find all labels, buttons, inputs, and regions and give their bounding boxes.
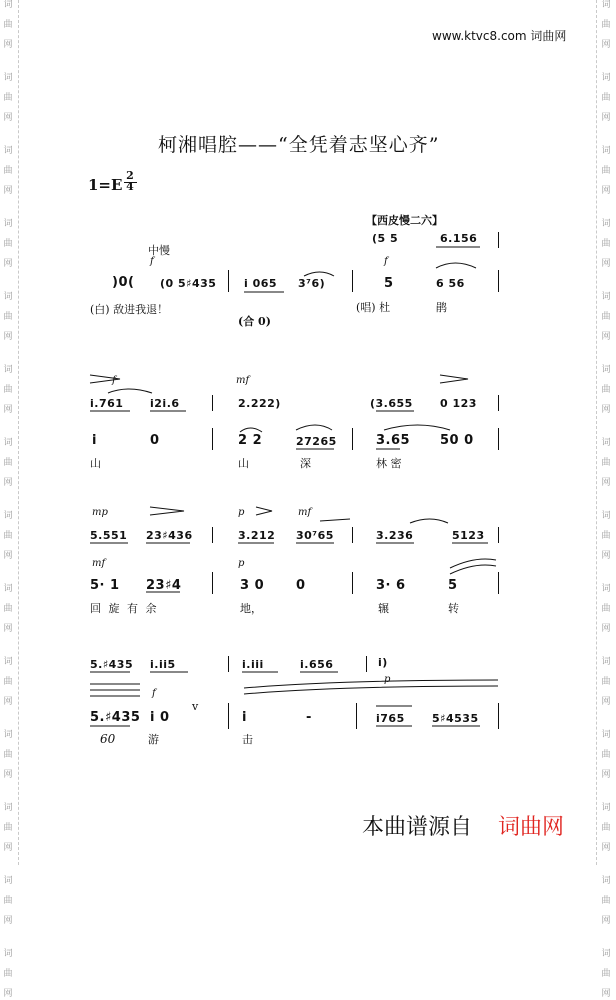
instrumental-note: 6.156 bbox=[440, 232, 478, 245]
instrumental-note: 5123 bbox=[452, 529, 485, 542]
instrumental-note: 3.236 bbox=[376, 529, 414, 542]
voice-note: i bbox=[242, 710, 247, 725]
watermark-char: 曲 bbox=[3, 896, 13, 906]
watermark-char: 曲 bbox=[601, 239, 611, 249]
voice-note: 23♯4 bbox=[146, 578, 182, 593]
watermark-char: 网 bbox=[601, 332, 611, 342]
voice-note: 3.65 bbox=[376, 433, 411, 448]
watermark-char: 曲 bbox=[601, 896, 611, 906]
dynamic-mark: f bbox=[152, 688, 156, 699]
watermark-char: 词 bbox=[3, 438, 13, 448]
voice-note: i bbox=[92, 433, 97, 448]
section-label: 【西皮慢二六】 bbox=[366, 214, 443, 227]
dynamic-mark: p bbox=[238, 558, 245, 569]
watermark-char: 词 bbox=[3, 365, 13, 375]
lyric: 辗 bbox=[378, 602, 389, 615]
watermark-char: 网 bbox=[601, 624, 611, 634]
watermark-char: 曲 bbox=[601, 531, 611, 541]
tempo-mark: 中慢 bbox=[148, 244, 170, 257]
watermark-char: 曲 bbox=[3, 20, 13, 30]
voice-note: 5 bbox=[448, 578, 458, 593]
voice-note: 3 0 bbox=[240, 578, 265, 593]
voice-note: 5 bbox=[384, 276, 394, 291]
watermark-char: 网 bbox=[601, 113, 611, 123]
time-denominator: 4 bbox=[126, 180, 134, 193]
watermark-char: 曲 bbox=[3, 239, 13, 249]
instrumental-note: 5.551 bbox=[90, 529, 128, 542]
watermark-char: 词 bbox=[3, 949, 13, 959]
watermark-char: 词 bbox=[3, 876, 13, 886]
dynamic-mark: mf bbox=[92, 558, 106, 569]
voice-note: 5♯4535 bbox=[432, 712, 479, 725]
instrumental-note: 30⁷65 bbox=[296, 529, 334, 542]
watermark-char: 曲 bbox=[601, 677, 611, 687]
voice-note: 3⁷6) bbox=[298, 277, 326, 290]
watermark-char: 曲 bbox=[3, 604, 13, 614]
lyric: (唱) 杜 bbox=[356, 301, 391, 314]
watermark-char: 词 bbox=[3, 219, 13, 229]
watermark-char: 曲 bbox=[3, 166, 13, 176]
footer-source: 本曲谱源自 bbox=[362, 815, 473, 840]
voice-note: i765 bbox=[376, 712, 405, 725]
watermark-char: 曲 bbox=[3, 385, 13, 395]
instrumental-note: (5 5 bbox=[372, 232, 399, 245]
instrumental-note: i.656 bbox=[300, 658, 334, 671]
watermark-char: 网 bbox=[3, 259, 13, 269]
watermark-char: 网 bbox=[3, 989, 13, 999]
watermark-char: 词 bbox=[3, 730, 13, 740]
key-signature: 1=E bbox=[88, 176, 123, 194]
watermark-char: 曲 bbox=[601, 20, 611, 30]
watermark-char: 曲 bbox=[601, 385, 611, 395]
lyric-ensemble: (合 0) bbox=[238, 315, 271, 328]
instrumental-note: 2.222) bbox=[238, 397, 281, 410]
time-numerator: 2 bbox=[126, 169, 134, 182]
watermark-char: 曲 bbox=[3, 312, 13, 322]
dynamic-mark: f bbox=[150, 256, 154, 267]
watermark-char: 网 bbox=[601, 551, 611, 561]
watermark-char: 网 bbox=[3, 113, 13, 123]
watermark-char: 网 bbox=[3, 478, 13, 488]
watermark-char: 网 bbox=[3, 405, 13, 415]
instrumental-note: 3.212 bbox=[238, 529, 276, 542]
watermark-char: 网 bbox=[3, 843, 13, 853]
watermark-char: 词 bbox=[601, 730, 611, 740]
watermark-char: 词 bbox=[601, 219, 611, 229]
watermark-char: 网 bbox=[601, 478, 611, 488]
watermark-char: 网 bbox=[601, 186, 611, 196]
lyric: 山 bbox=[238, 457, 249, 470]
voice-note: 5.♯435 bbox=[90, 710, 141, 725]
watermark-char: 曲 bbox=[3, 677, 13, 687]
instrumental-note: i.iii bbox=[242, 658, 264, 671]
watermark-char: 网 bbox=[601, 259, 611, 269]
lyric: 地， bbox=[240, 602, 262, 615]
watermark-char: 词 bbox=[601, 146, 611, 156]
watermark-char: 网 bbox=[601, 770, 611, 780]
watermark-char: 网 bbox=[601, 697, 611, 707]
instrumental-note: i) bbox=[378, 656, 388, 669]
watermark-char: 词 bbox=[601, 657, 611, 667]
lyric: 回 旋 有 余 bbox=[90, 602, 159, 615]
watermark-char: 曲 bbox=[3, 969, 13, 979]
lyric: 山 bbox=[90, 457, 101, 470]
watermark-char: 词 bbox=[601, 584, 611, 594]
lyric: 林 密 bbox=[376, 457, 402, 470]
voice-note: 0 bbox=[150, 433, 160, 448]
watermark-char: 网 bbox=[3, 697, 13, 707]
watermark-char: 词 bbox=[601, 365, 611, 375]
watermark-char: 网 bbox=[3, 40, 13, 50]
voice-note: 50 0 bbox=[440, 433, 474, 448]
instrumental-note: i.761 bbox=[90, 397, 124, 410]
watermark-char: 网 bbox=[3, 916, 13, 926]
watermark-char: 曲 bbox=[3, 93, 13, 103]
instrumental-note: 5.♯435 bbox=[90, 658, 134, 671]
dynamic-mark: f bbox=[112, 375, 116, 386]
watermark-char: 网 bbox=[3, 332, 13, 342]
watermark-char: 网 bbox=[601, 843, 611, 853]
watermark-char: 网 bbox=[3, 624, 13, 634]
watermark-char: 词 bbox=[3, 584, 13, 594]
watermark-group bbox=[2, 949, 16, 1000]
dynamic-mark: f bbox=[384, 256, 388, 267]
watermark-char: 词 bbox=[601, 876, 611, 886]
dynamic-mark: mf bbox=[236, 375, 250, 386]
voice-note: - bbox=[306, 710, 312, 725]
voice-note: 27265 bbox=[296, 435, 337, 448]
instrumental-note: i2i.6 bbox=[150, 397, 180, 410]
watermark-char: 网 bbox=[3, 186, 13, 196]
voice-note: (0 5♯435 bbox=[160, 277, 217, 290]
watermark-char: 网 bbox=[601, 405, 611, 415]
watermark-char: 词 bbox=[3, 0, 13, 10]
watermark-char: 曲 bbox=[601, 458, 611, 468]
watermark-char: 曲 bbox=[601, 93, 611, 103]
watermark-char: 曲 bbox=[601, 750, 611, 760]
dynamic-mark: p bbox=[238, 507, 245, 518]
voice-note: i 065 bbox=[244, 277, 278, 290]
watermark-char: 曲 bbox=[601, 166, 611, 176]
lyric-spoken: (白) 敌进我退！ bbox=[90, 303, 169, 316]
instrumental-note: 23♯436 bbox=[146, 529, 193, 542]
watermark-char: 词 bbox=[3, 73, 13, 83]
watermark-char: 词 bbox=[601, 803, 611, 813]
song-title: 柯湘唱腔——“全凭着志坚心齐” bbox=[158, 134, 440, 156]
voice-note: 0 bbox=[296, 578, 306, 593]
lyric: 鹃 bbox=[436, 301, 447, 314]
instrumental-note: i.ii5 bbox=[150, 658, 176, 671]
watermark-char: 曲 bbox=[601, 969, 611, 979]
watermark-char: 词 bbox=[601, 292, 611, 302]
voice-note: 2 2 bbox=[238, 433, 263, 448]
watermark-char: 词 bbox=[3, 657, 13, 667]
page-number: 60 bbox=[100, 732, 116, 746]
watermark-char: 词 bbox=[601, 511, 611, 521]
watermark-char: 词 bbox=[601, 949, 611, 959]
lyric: 深 bbox=[300, 457, 311, 470]
watermark-group bbox=[600, 949, 614, 1000]
watermark-char: 词 bbox=[3, 803, 13, 813]
voice-note: i 0 bbox=[150, 710, 170, 725]
voice-note: )0( bbox=[112, 275, 135, 290]
voice-note: 3· 6 bbox=[376, 578, 406, 593]
watermark-group bbox=[600, 876, 614, 927]
dynamic-mark: mf bbox=[298, 507, 312, 518]
watermark-char: 词 bbox=[601, 438, 611, 448]
watermark-char: 曲 bbox=[3, 458, 13, 468]
watermark-char: 网 bbox=[601, 40, 611, 50]
lyric: 击 bbox=[242, 733, 253, 746]
breath-mark: v bbox=[192, 700, 199, 713]
watermark-char: 曲 bbox=[601, 604, 611, 614]
watermark-char: 网 bbox=[601, 989, 611, 999]
voice-note: 5· 1 bbox=[90, 578, 120, 593]
watermark-char: 曲 bbox=[601, 823, 611, 833]
watermark-char: 词 bbox=[601, 0, 611, 10]
lyric: 游 bbox=[148, 733, 159, 746]
site-header[interactable]: www.ktvc8.com 词曲网 bbox=[432, 29, 567, 43]
watermark-char: 词 bbox=[3, 292, 13, 302]
instrumental-note: (3.655 bbox=[370, 397, 413, 410]
dynamic-mark: p bbox=[384, 674, 391, 685]
footer-brand[interactable]: 词曲网 bbox=[498, 815, 565, 840]
watermark-char: 曲 bbox=[3, 531, 13, 541]
watermark-char: 词 bbox=[3, 511, 13, 521]
watermark-group bbox=[2, 876, 16, 927]
watermark-char: 曲 bbox=[3, 823, 13, 833]
dynamic-mark: mp bbox=[92, 507, 108, 518]
watermark-char: 词 bbox=[601, 73, 611, 83]
lyric: 转 bbox=[448, 602, 459, 615]
watermark-char: 网 bbox=[601, 916, 611, 926]
watermark-char: 网 bbox=[3, 551, 13, 561]
voice-note: 6 56 bbox=[436, 277, 465, 290]
watermark-char: 曲 bbox=[3, 750, 13, 760]
watermark-char: 网 bbox=[3, 770, 13, 780]
watermark-char: 曲 bbox=[601, 312, 611, 322]
watermark-char: 词 bbox=[3, 146, 13, 156]
instrumental-note: 0 123 bbox=[440, 397, 477, 410]
